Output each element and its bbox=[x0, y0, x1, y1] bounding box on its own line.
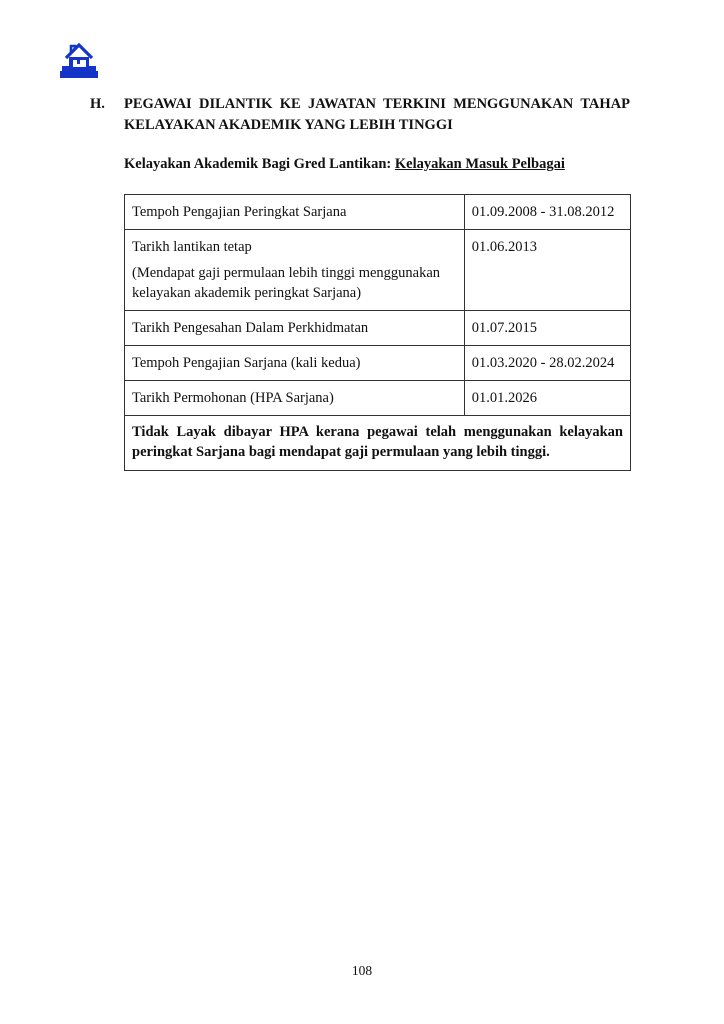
qualification-label: Kelayakan Akademik Bagi Gred Lantikan: bbox=[124, 156, 392, 172]
row-label: Tarikh Permohonan (HPA Sarjana) bbox=[125, 381, 465, 416]
row-value: 01.03.2020 - 28.02.2024 bbox=[464, 346, 630, 381]
row-label: Tempoh Pengajian Peringkat Sarjana bbox=[125, 195, 465, 230]
house-logo-icon bbox=[58, 42, 100, 80]
conclusion-text: Tidak Layak dibayar HPA kerana pegawai telah menggunakan kelayakan peringkat Sarjana bagi mendapat gaji permulaan yang lebih tinggi. bbox=[125, 416, 631, 471]
row-note: (Mendapat gaji permulaan lebih tinggi menggunakan kelayakan akademik peringkat Sarjana) bbox=[132, 265, 441, 301]
section-title-line2: KELAYAKAN AKADEMIK YANG LEBIH TINGGI bbox=[124, 117, 453, 133]
row-value: 01.06.2013 bbox=[464, 230, 630, 311]
table-row bbox=[125, 381, 631, 416]
table-row bbox=[125, 311, 631, 346]
row-label: Tempoh Pengajian Sarjana (kali kedua) bbox=[125, 346, 465, 381]
row-value: 01.01.2026 bbox=[464, 381, 630, 416]
page-number: 108 bbox=[351, 963, 373, 978]
table-row bbox=[125, 195, 631, 230]
row-value: 01.09.2008 - 31.08.2012 bbox=[464, 195, 630, 230]
table-row bbox=[125, 230, 631, 311]
table-row bbox=[125, 346, 631, 381]
section-title-line1: PEGAWAI DILANTIK KE JAWATAN TERKINI MENGGUNAKAN TAHAP bbox=[124, 96, 630, 112]
section-letter: H. bbox=[90, 96, 105, 112]
row-label: Tarikh lantikan tetap bbox=[132, 239, 252, 255]
row-value: 01.07.2015 bbox=[464, 311, 630, 346]
qualification-line bbox=[124, 154, 565, 174]
row-label: Tarikh Pengesahan Dalam Perkhidmatan bbox=[125, 311, 465, 346]
section-heading bbox=[90, 94, 630, 136]
qualification-value: Kelayakan Masuk Pelbagai bbox=[394, 156, 565, 172]
row-label-cell bbox=[125, 230, 465, 311]
details-table bbox=[124, 194, 631, 471]
conclusion-row bbox=[125, 416, 631, 471]
